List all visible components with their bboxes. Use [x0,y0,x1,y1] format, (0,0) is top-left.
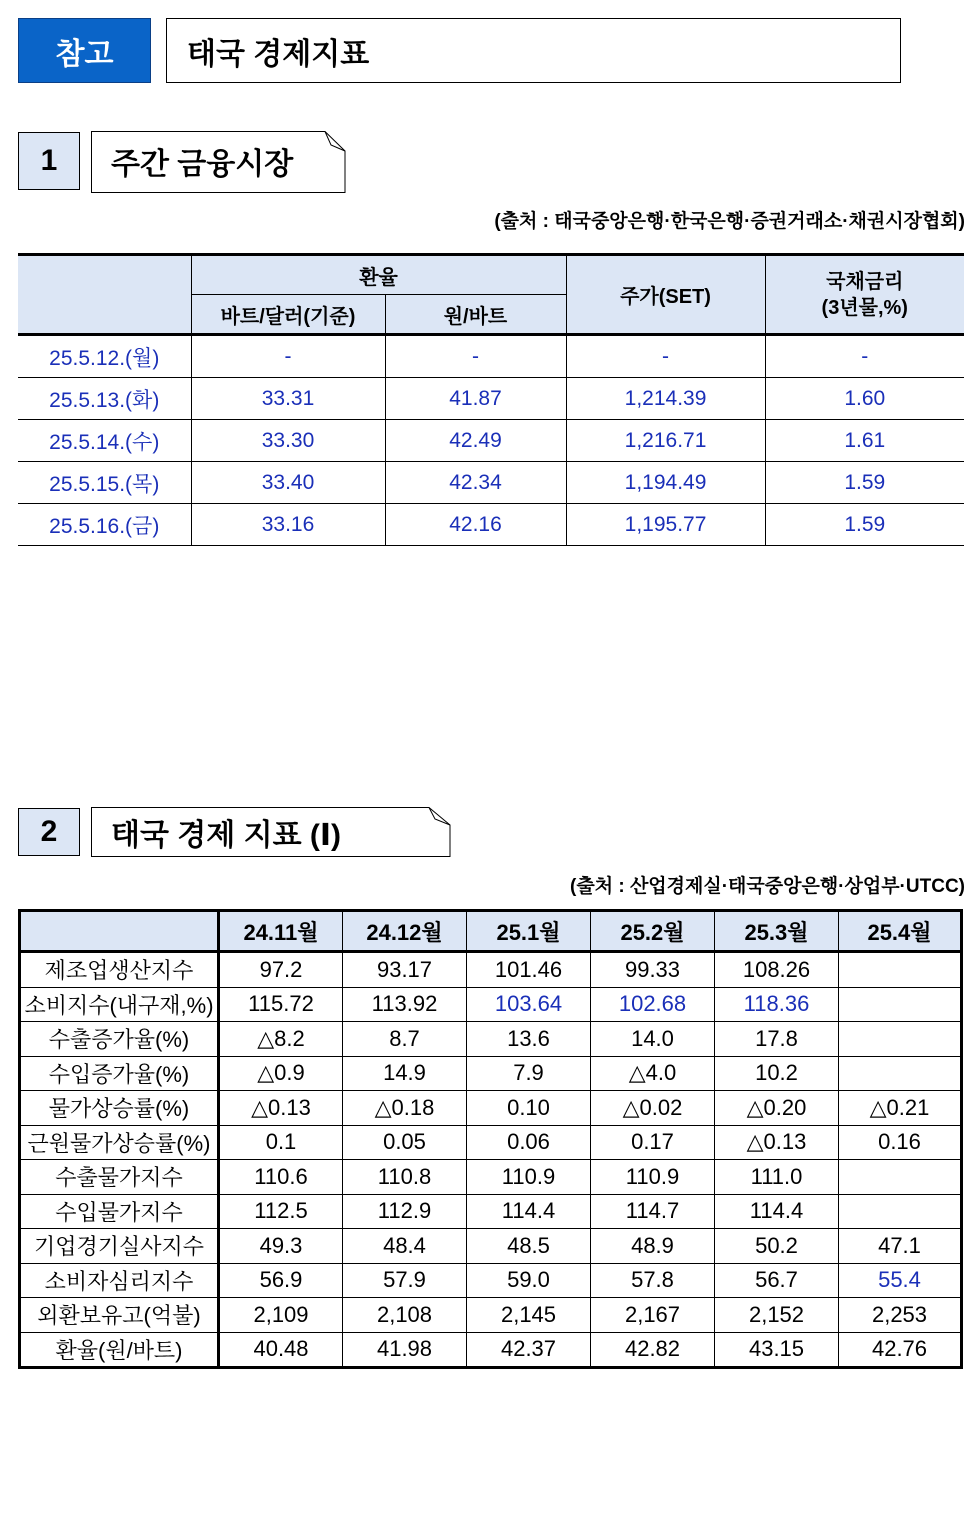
value-cell: 59.0 [467,1263,591,1298]
value-cell: △0.18 [343,1091,467,1126]
value-cell: 0.16 [839,1125,962,1160]
table-row [20,1298,962,1333]
won-baht-cell: 41.87 [385,378,566,420]
won-baht-cell: 42.34 [385,462,566,504]
value-cell [839,952,962,988]
table-row [20,1091,962,1126]
value-cell: 50.2 [715,1229,839,1264]
value-cell: △4.0 [591,1056,715,1091]
table-row [18,504,964,546]
section1-title-box [91,131,346,191]
value-cell: 42.37 [467,1332,591,1368]
value-cell: 48.4 [343,1229,467,1264]
stock-cell: 1,214.39 [566,378,765,420]
table-row [20,1263,962,1298]
table-row [20,1229,962,1264]
table-row [20,1160,962,1195]
economic-indicators-table [18,909,963,1369]
value-cell [839,1056,962,1091]
value-cell: 2,253 [839,1298,962,1333]
value-cell [839,1022,962,1057]
value-cell: 55.4 [839,1263,962,1298]
value-cell: 114.7 [591,1194,715,1229]
date-cell: 25.5.15.(목) [18,462,191,504]
table-row [20,1022,962,1057]
value-cell: 47.1 [839,1229,962,1264]
value-cell: 0.17 [591,1125,715,1160]
won-baht-header: 원/바트 [385,295,566,335]
date-cell: 25.5.12.(월) [49,346,160,370]
value-cell [839,987,962,1022]
value-cell: 102.68 [591,987,715,1022]
row-label: 기업경기실사지수 [20,1229,219,1264]
value-cell: 110.8 [343,1160,467,1195]
table-row [20,1056,962,1091]
section1-title: 주간 금융시장 [111,148,294,181]
page-title: 태국 경제지표 [166,18,901,83]
value-cell: 2,167 [591,1298,715,1333]
exchange-rate-header: 환율 [191,255,566,295]
bond-cell: 1.59 [765,462,964,504]
baht-dollar-cell: 33.40 [191,462,385,504]
value-cell: △0.13 [715,1125,839,1160]
value-cell: △0.20 [715,1091,839,1126]
won-baht-cell: 42.49 [385,420,566,462]
date-cell: 25.5.14.(수) [18,420,191,462]
row-label: 제조업생산지수 [20,952,219,988]
corner-header [20,911,219,952]
value-cell: 110.9 [467,1160,591,1195]
section2-title-box [91,807,451,857]
stock-cell: 1,194.49 [566,462,765,504]
bond-cell: - [765,335,964,378]
value-cell: 101.46 [467,952,591,988]
stock-cell: - [566,335,765,378]
value-cell: 0.1 [219,1125,343,1160]
row-label: 소비자심리지수 [20,1263,219,1298]
row-label: 수입물가지수 [20,1194,219,1229]
value-cell: 99.33 [591,952,715,988]
column-header: 25.3월 [715,911,839,952]
column-header: 24.12월 [343,911,467,952]
table-row [20,1194,962,1229]
value-cell: 56.7 [715,1263,839,1298]
value-cell: 42.82 [591,1332,715,1368]
bond-header-line2: (3년물,%) [821,296,908,319]
value-cell: △8.2 [219,1022,343,1057]
value-cell: 17.8 [715,1022,839,1057]
value-cell: 43.15 [715,1332,839,1368]
stock-cell: 1,195.77 [566,504,765,546]
value-cell: 2,152 [715,1298,839,1333]
value-cell: 57.8 [591,1263,715,1298]
row-label: 수출증가율(%) [20,1022,219,1057]
row-label: 근원물가상승률(%) [20,1125,219,1160]
value-cell: 2,109 [219,1298,343,1333]
column-header: 24.11월 [219,911,343,952]
table-row [18,335,964,378]
weekly-financial-market-table [18,253,964,546]
value-cell: 8.7 [343,1022,467,1057]
baht-dollar-cell: - [191,335,385,378]
value-cell: 57.9 [343,1263,467,1298]
stock-header: 주가(SET) [566,255,765,335]
date-cell: 25.5.13.(화) [18,378,191,420]
table-row [18,378,964,420]
row-label: 수출물가지수 [20,1160,219,1195]
column-header: 25.4월 [839,911,962,952]
value-cell: 113.92 [343,987,467,1022]
value-cell: 103.64 [467,987,591,1022]
value-cell: 14.0 [591,1022,715,1057]
value-cell: 0.05 [343,1125,467,1160]
value-cell: 114.4 [715,1194,839,1229]
column-header: 25.2월 [591,911,715,952]
baht-dollar-cell: 33.30 [191,420,385,462]
table-row [18,462,964,504]
row-label: 환율(원/바트) [20,1332,219,1368]
value-cell: 93.17 [343,952,467,988]
value-cell: 118.36 [715,987,839,1022]
value-cell [839,1194,962,1229]
won-baht-cell: - [385,335,566,378]
table-row [18,420,964,462]
value-cell: 0.10 [467,1091,591,1126]
value-cell: 112.5 [219,1194,343,1229]
value-cell [839,1160,962,1195]
stock-cell: 1,216.71 [566,420,765,462]
table-row [20,987,962,1022]
section2-source: (출처 : 산업경제실·태국중앙은행·상업부·UTCC) [570,876,965,897]
value-cell: 7.9 [467,1056,591,1091]
section1-source: (출처 : 태국중앙은행·한국은행·증권거래소·채권시장협회) [494,211,965,232]
value-cell: △0.9 [219,1056,343,1091]
value-cell: 108.26 [715,952,839,988]
value-cell: 0.06 [467,1125,591,1160]
section2-number: 2 [18,808,80,856]
table-row [20,1332,962,1368]
row-label: 수입증가율(%) [20,1056,219,1091]
value-cell: 48.5 [467,1229,591,1264]
value-cell: △0.02 [591,1091,715,1126]
baht-dollar-cell: 33.31 [191,378,385,420]
bond-cell: 1.60 [765,378,964,420]
value-cell: 48.9 [591,1229,715,1264]
value-cell: 110.6 [219,1160,343,1195]
value-cell: 97.2 [219,952,343,988]
value-cell: 112.9 [343,1194,467,1229]
bond-cell: 1.59 [765,504,964,546]
bond-header [765,255,964,335]
baht-dollar-cell: 33.16 [191,504,385,546]
value-cell: 111.0 [715,1160,839,1195]
row-label: 물가상승률(%) [20,1091,219,1126]
row-label: 외환보유고(억불) [20,1298,219,1333]
value-cell: △0.13 [219,1091,343,1126]
value-cell: 2,145 [467,1298,591,1333]
row-label: 소비지수(내구재,%) [20,987,219,1022]
value-cell: 42.76 [839,1332,962,1368]
corner-header [18,255,191,335]
value-cell: 114.4 [467,1194,591,1229]
value-cell: 110.9 [591,1160,715,1195]
value-cell: 10.2 [715,1056,839,1091]
section1-number: 1 [18,132,80,190]
value-cell: 13.6 [467,1022,591,1057]
value-cell: △0.21 [839,1091,962,1126]
reference-badge: 참고 [18,18,151,83]
value-cell: 41.98 [343,1332,467,1368]
table-row [20,1125,962,1160]
value-cell: 115.72 [219,987,343,1022]
section2-title: 태국 경제 지표 (Ⅰ) [111,819,342,852]
won-baht-cell: 42.16 [385,504,566,546]
bond-cell: 1.61 [765,420,964,462]
bond-header-line1: 국채금리 [826,270,904,293]
table-row [20,952,962,988]
value-cell: 40.48 [219,1332,343,1368]
value-cell: 2,108 [343,1298,467,1333]
value-cell: 49.3 [219,1229,343,1264]
column-header: 25.1월 [467,911,591,952]
value-cell: 56.9 [219,1263,343,1298]
baht-dollar-header: 바트/달러(기준) [191,295,385,335]
date-cell: 25.5.16.(금) [18,504,191,546]
value-cell: 14.9 [343,1056,467,1091]
